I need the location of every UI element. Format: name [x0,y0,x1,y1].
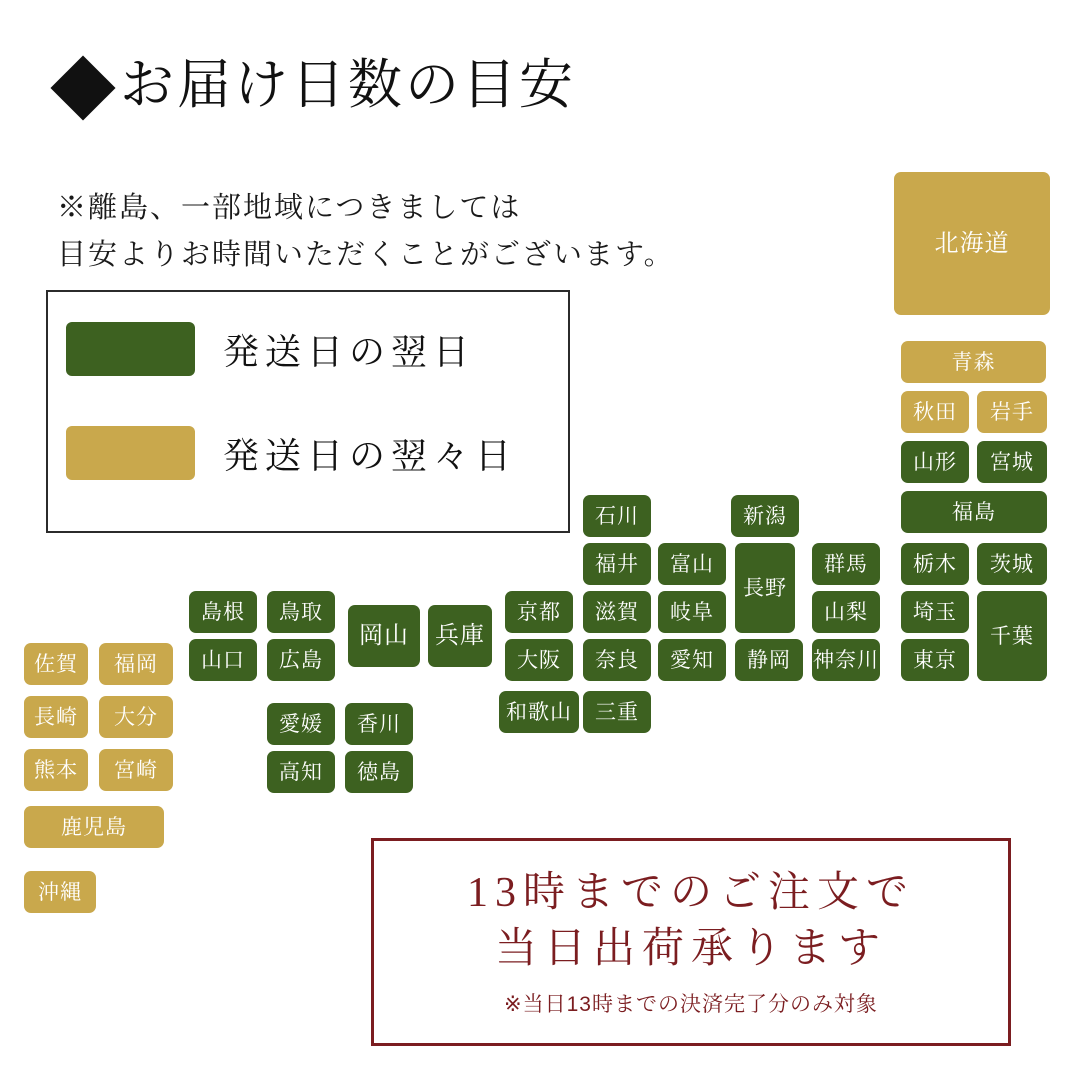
black-diamond-icon [50,55,115,120]
prefecture-chip: 福島 [901,491,1047,533]
prefecture-chip: 山形 [901,441,969,483]
prefecture-chip: 岐阜 [658,591,726,633]
prefecture-chip: 栃木 [901,543,969,585]
prefecture-chip: 徳島 [345,751,413,793]
prefecture-chip: 埼玉 [901,591,969,633]
disclaimer-line-2: 目安よりお時間いただくことがございます。 [57,238,675,271]
prefecture-chip: 北海道 [894,172,1050,315]
prefecture-chip: 鳥取 [267,591,335,633]
prefecture-chip: 岡山 [348,605,420,667]
prefecture-chip: 愛媛 [267,703,335,745]
legend-swatch-gold [66,426,195,480]
callout-line-1: 13時までのご注文で [466,869,915,916]
prefecture-chip: 岩手 [977,391,1047,433]
prefecture-chip: 長崎 [24,696,88,738]
prefecture-chip: 福岡 [99,643,173,685]
prefecture-chip: 宮城 [977,441,1047,483]
prefecture-chip: 兵庫 [428,605,492,667]
same-day-shipping-callout [371,838,1011,1046]
prefecture-chip: 三重 [583,691,651,733]
prefecture-chip: 大分 [99,696,173,738]
prefecture-chip: 大阪 [505,639,573,681]
callout-note: ※当日13時までの決済完了分のみ対象 [504,992,878,1016]
prefecture-chip: 佐賀 [24,643,88,685]
prefecture-chip: 香川 [345,703,413,745]
disclaimer-line-1: ※離島、一部地域につきましては [57,192,522,224]
prefecture-chip: 福井 [583,543,651,585]
prefecture-chip: 鹿児島 [24,806,164,848]
legend-label-two-days: 発送日の翌々日 [223,435,518,476]
prefecture-chip: 広島 [267,639,335,681]
prefecture-chip: 青森 [901,341,1046,383]
prefecture-chip: 山梨 [812,591,880,633]
prefecture-chip: 島根 [189,591,257,633]
prefecture-chip: 群馬 [812,543,880,585]
legend-item-next-day [66,322,475,376]
prefecture-chip: 石川 [583,495,651,537]
prefecture-chip: 愛知 [658,639,726,681]
prefecture-chip: 秋田 [901,391,969,433]
prefecture-chip: 神奈川 [812,639,880,681]
legend-box [46,290,570,533]
callout-line-2: 当日出荷承ります [494,926,887,972]
prefecture-chip: 和歌山 [499,691,579,733]
legend-item-two-days [66,426,517,480]
prefecture-chip: 滋賀 [583,591,651,633]
legend-label-next-day: 発送日の翌日 [223,331,476,372]
disclaimer-note [57,185,675,279]
prefecture-chip: 沖縄 [24,871,96,913]
prefecture-chip: 宮崎 [99,749,173,791]
prefecture-chip: 山口 [189,639,257,681]
legend-swatch-green [66,322,195,376]
page-title-text: お届け日数の目安 [120,55,576,115]
prefecture-chip: 新潟 [731,495,799,537]
prefecture-chip: 熊本 [24,749,88,791]
prefecture-chip: 長野 [735,543,795,633]
prefecture-chip: 奈良 [583,639,651,681]
prefecture-chip: 茨城 [977,543,1047,585]
prefecture-chip: 京都 [505,591,573,633]
prefecture-chip: 東京 [901,639,969,681]
page-title [60,55,576,115]
prefecture-chip: 千葉 [977,591,1047,681]
prefecture-chip: 静岡 [735,639,803,681]
prefecture-chip: 高知 [267,751,335,793]
prefecture-chip: 富山 [658,543,726,585]
